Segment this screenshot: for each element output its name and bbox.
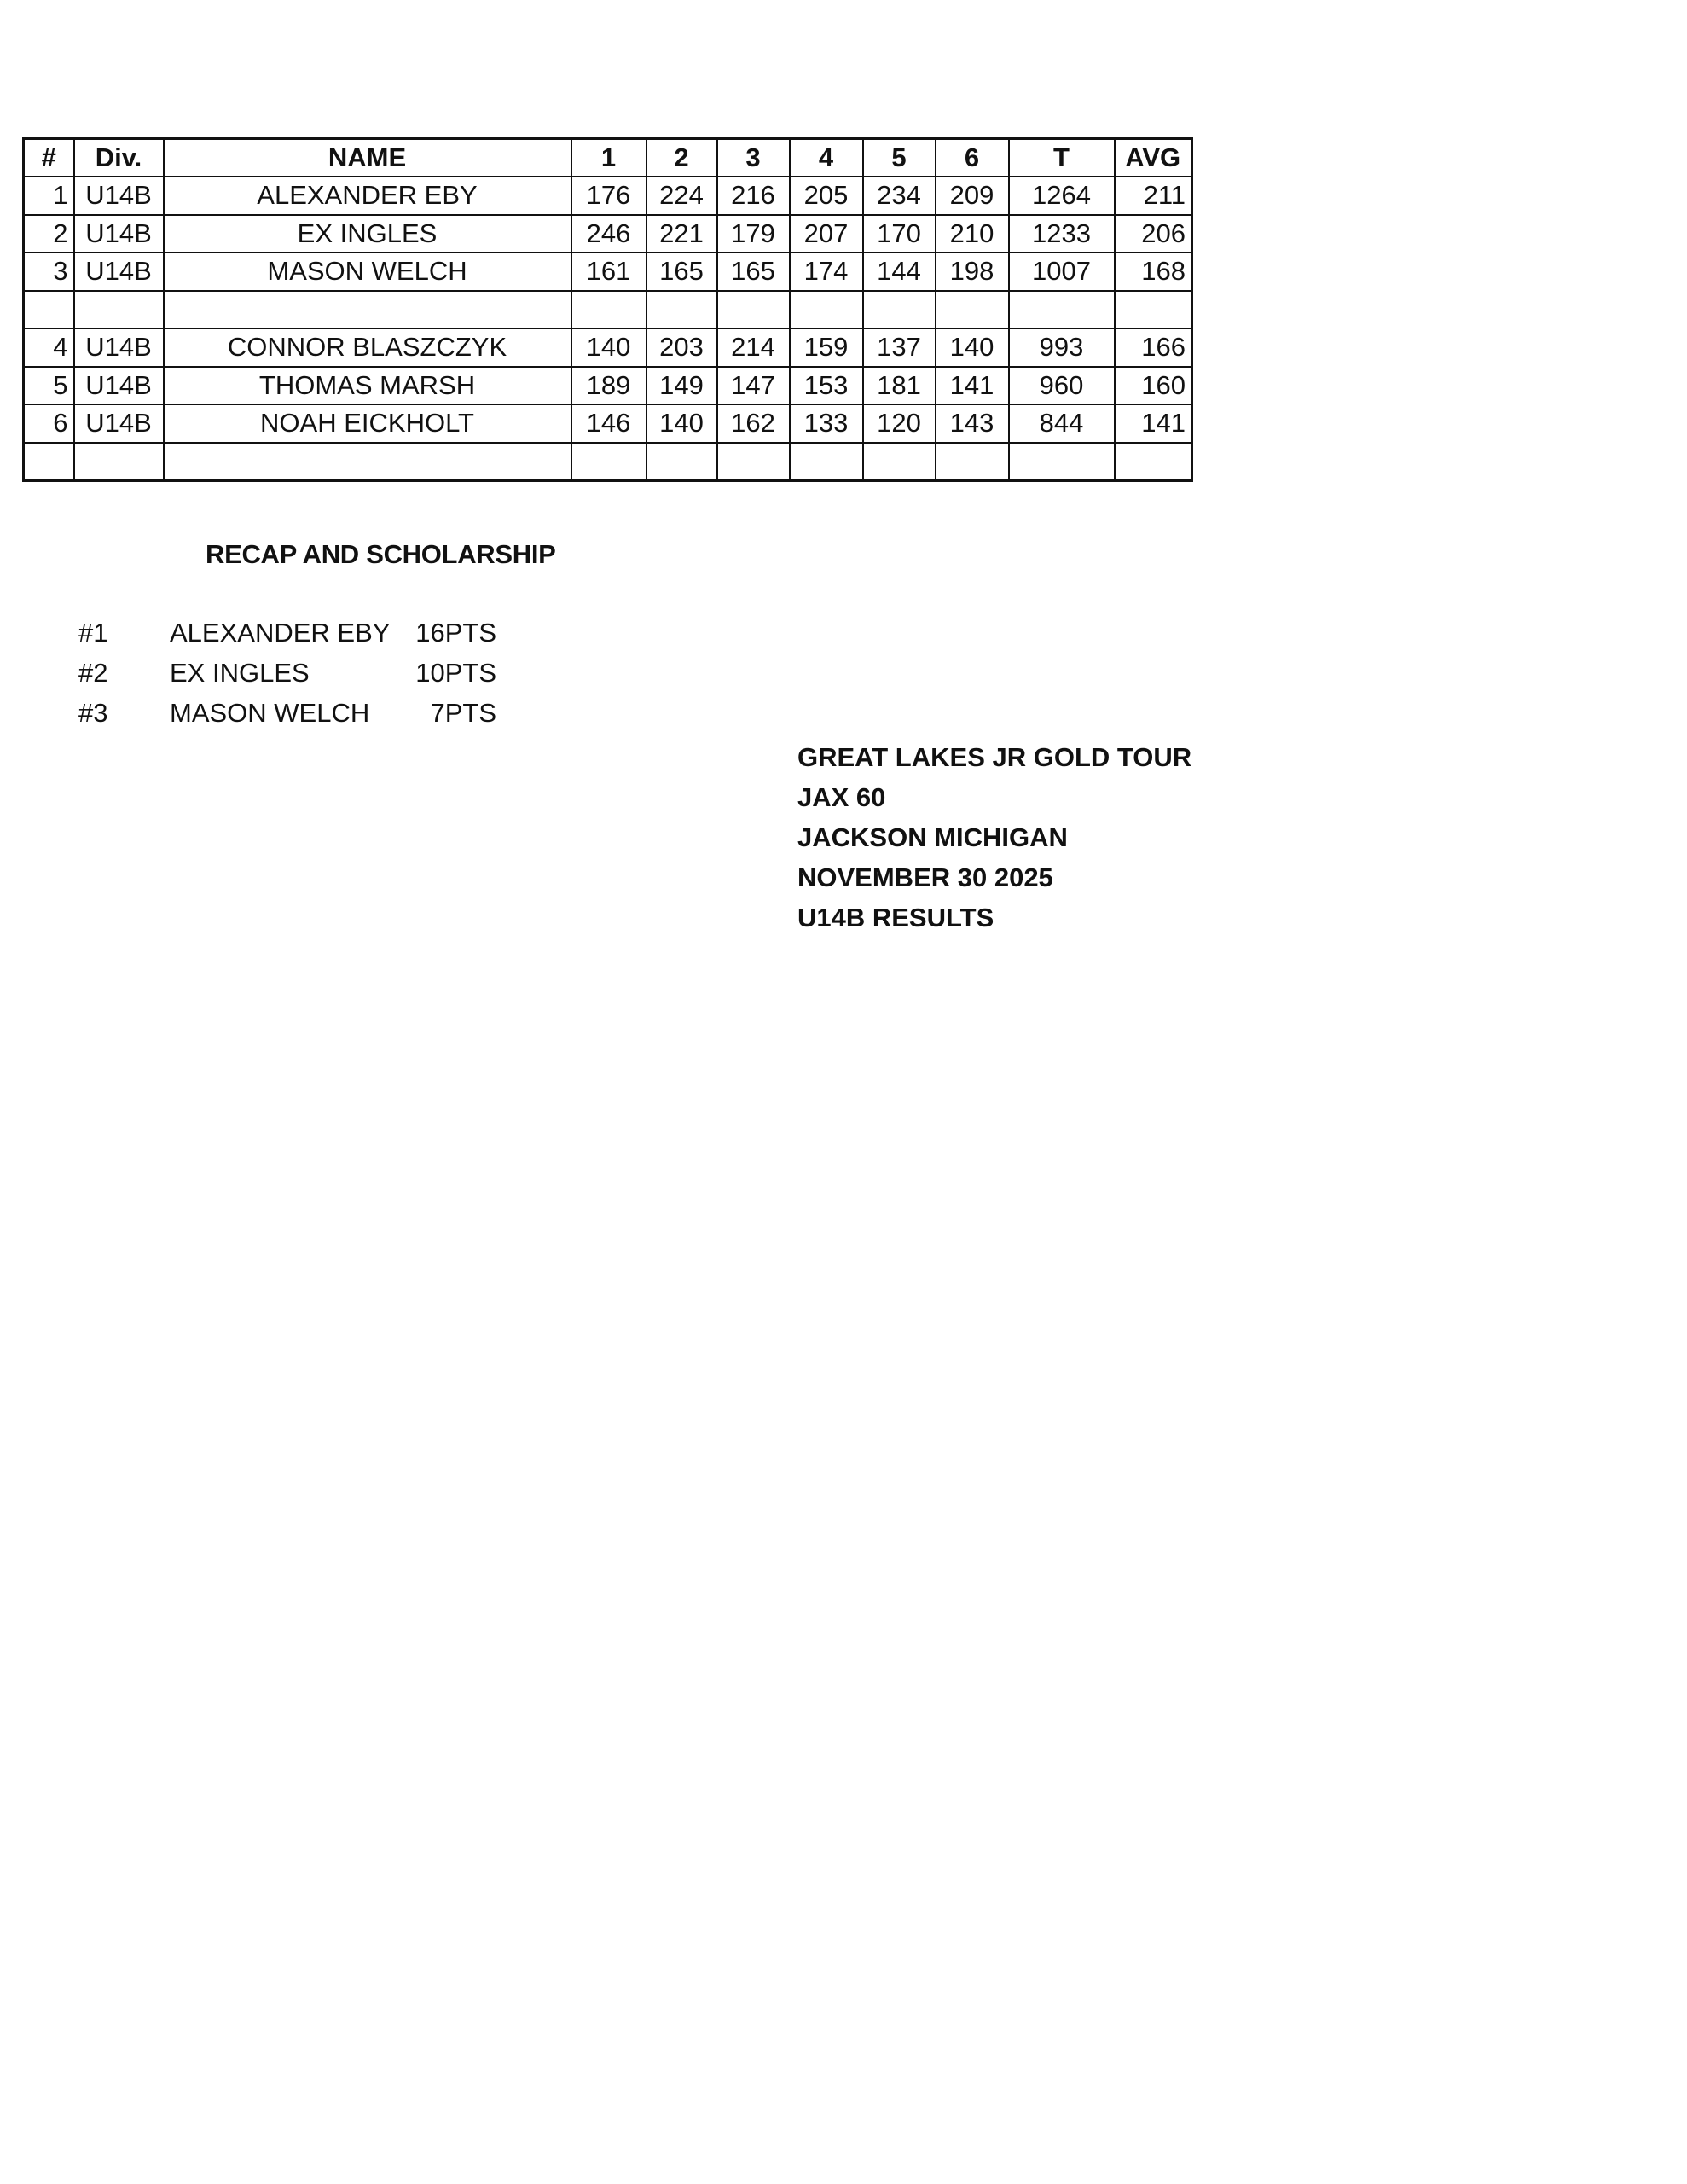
table-cell (1115, 291, 1192, 329)
table-cell: 221 (646, 215, 717, 253)
table-cell: 216 (717, 177, 790, 215)
event-division-results: U14B RESULTS (797, 903, 994, 932)
recap-name: EX INGLES (170, 658, 310, 688)
table-cell: 144 (863, 253, 936, 291)
table-cell: 166 (1115, 328, 1192, 367)
table-cell: 960 (1009, 367, 1115, 405)
event-center: JAX 60 (797, 782, 886, 812)
table-row (24, 291, 1192, 329)
column-header: Div. (74, 139, 164, 177)
table-cell: 3 (24, 253, 74, 291)
table-row (24, 215, 1192, 253)
recap-points: 10PTS (415, 658, 496, 688)
table-cell: U14B (74, 367, 164, 405)
table-cell: 179 (717, 215, 790, 253)
table-cell (790, 443, 863, 481)
column-header: 4 (790, 139, 863, 177)
table-cell: 203 (646, 328, 717, 367)
event-date: NOVEMBER 30 2025 (797, 863, 1053, 892)
table-cell (790, 291, 863, 329)
table-cell: 146 (571, 404, 646, 443)
table-row (24, 328, 1192, 367)
table-cell: 168 (1115, 253, 1192, 291)
table-cell: 140 (571, 328, 646, 367)
table-header-row (24, 139, 1192, 177)
recap-title: RECAP AND SCHOLARSHIP (206, 539, 556, 569)
table-cell: CONNOR BLASZCZYK (164, 328, 571, 367)
table-cell: NOAH EICKHOLT (164, 404, 571, 443)
table-cell: 170 (863, 215, 936, 253)
recap-rank: #1 (78, 618, 108, 648)
table-cell: 844 (1009, 404, 1115, 443)
table-cell: 137 (863, 328, 936, 367)
recap-points: 16PTS (415, 618, 496, 648)
table-cell (646, 443, 717, 481)
table-cell (936, 443, 1009, 481)
table-row (24, 443, 1192, 481)
table-cell: 1 (24, 177, 74, 215)
table-cell: 165 (646, 253, 717, 291)
table-cell: 161 (571, 253, 646, 291)
table-cell (717, 291, 790, 329)
table-cell: 206 (1115, 215, 1192, 253)
table-cell: 211 (1115, 177, 1192, 215)
table-row (24, 367, 1192, 405)
column-header: # (24, 139, 74, 177)
table-cell: 214 (717, 328, 790, 367)
column-header: 6 (936, 139, 1009, 177)
table-cell: U14B (74, 177, 164, 215)
event-tour: GREAT LAKES JR GOLD TOUR (797, 742, 1192, 772)
table-cell: 1233 (1009, 215, 1115, 253)
table-cell: 4 (24, 328, 74, 367)
table-cell: 209 (936, 177, 1009, 215)
column-header: AVG (1115, 139, 1192, 177)
column-header: 1 (571, 139, 646, 177)
table-cell: 993 (1009, 328, 1115, 367)
table-cell: 5 (24, 367, 74, 405)
table-cell: 153 (790, 367, 863, 405)
table-cell: 133 (790, 404, 863, 443)
table-cell: 176 (571, 177, 646, 215)
table-cell: 224 (646, 177, 717, 215)
table-cell (24, 291, 74, 329)
table-cell: U14B (74, 404, 164, 443)
table-cell: 174 (790, 253, 863, 291)
table-row (24, 177, 1192, 215)
table-cell: 2 (24, 215, 74, 253)
recap-name: MASON WELCH (170, 698, 370, 728)
table-cell: 147 (717, 367, 790, 405)
table-cell (164, 443, 571, 481)
table-cell: 140 (646, 404, 717, 443)
column-header: T (1009, 139, 1115, 177)
table-cell: 210 (936, 215, 1009, 253)
table-cell (1009, 443, 1115, 481)
table-cell: 141 (1115, 404, 1192, 443)
table-cell (863, 443, 936, 481)
table-cell (164, 291, 571, 329)
recap-rank: #3 (78, 698, 108, 728)
table-cell: 149 (646, 367, 717, 405)
table-cell: 198 (936, 253, 1009, 291)
table-cell: 1264 (1009, 177, 1115, 215)
column-header: 5 (863, 139, 936, 177)
table-cell (24, 443, 74, 481)
table-cell (571, 291, 646, 329)
table-cell: U14B (74, 253, 164, 291)
table-cell (646, 291, 717, 329)
table-row (24, 404, 1192, 443)
table-cell (74, 443, 164, 481)
table-cell: 143 (936, 404, 1009, 443)
table-cell: 165 (717, 253, 790, 291)
table-cell: 181 (863, 367, 936, 405)
table-cell (863, 291, 936, 329)
table-cell: U14B (74, 328, 164, 367)
table-cell: 159 (790, 328, 863, 367)
table-row (24, 253, 1192, 291)
table-cell (936, 291, 1009, 329)
table-cell (717, 443, 790, 481)
table-cell: 1007 (1009, 253, 1115, 291)
recap-name: ALEXANDER EBY (170, 618, 391, 648)
table-cell: 189 (571, 367, 646, 405)
table-cell: 234 (863, 177, 936, 215)
table-cell: 6 (24, 404, 74, 443)
column-header: NAME (164, 139, 571, 177)
recap-rank: #2 (78, 658, 108, 688)
table-cell: U14B (74, 215, 164, 253)
column-header: 3 (717, 139, 790, 177)
results-table-body (24, 139, 1192, 481)
table-cell (1115, 443, 1192, 481)
table-cell: 207 (790, 215, 863, 253)
table-cell (74, 291, 164, 329)
table-cell: 141 (936, 367, 1009, 405)
table-cell: EX INGLES (164, 215, 571, 253)
table-cell: THOMAS MARSH (164, 367, 571, 405)
results-table (22, 137, 1193, 482)
table-cell: 162 (717, 404, 790, 443)
table-cell: 140 (936, 328, 1009, 367)
table-cell: MASON WELCH (164, 253, 571, 291)
table-cell: 160 (1115, 367, 1192, 405)
table-cell: ALEXANDER EBY (164, 177, 571, 215)
table-cell (1009, 291, 1115, 329)
column-header: 2 (646, 139, 717, 177)
table-cell: 120 (863, 404, 936, 443)
table-cell: 205 (790, 177, 863, 215)
recap-points: 7PTS (430, 698, 496, 728)
event-info (797, 737, 1191, 938)
event-location: JACKSON MICHIGAN (797, 822, 1068, 852)
table-cell (571, 443, 646, 481)
table-cell: 246 (571, 215, 646, 253)
